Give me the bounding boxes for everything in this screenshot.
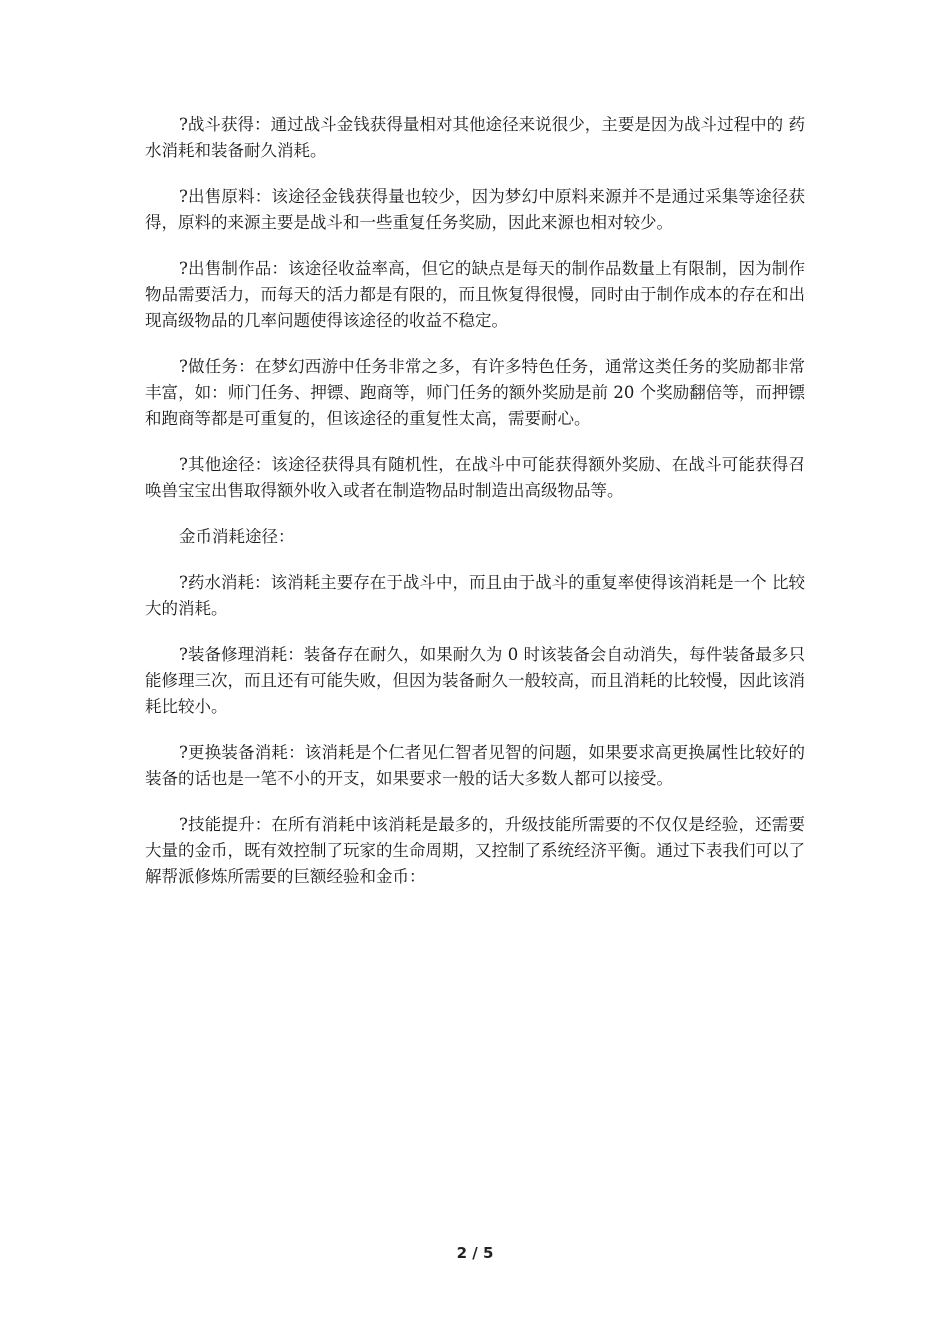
paragraph-equipment-repair: ?装备修理消耗：装备存在耐久，如果耐久为 0 时该装备会自动消失，每件装备最多只能修理三次，而且还有可能失败，但因为装备耐久一般较高，而且消耗的比较慢，因此该消耗比较小。 (145, 645, 805, 716)
paragraph-quests: ?做任务：在梦幻西游中任务非常之多，有许多特色任务，通常这类任务的奖励都非常丰富，如：师门任务、押镖、跑商等，师门任务的额外奖励是前 20 个奖励翻倍等，而押镖和跑商等都是可重复的，但该途径的重复性太高，需要耐心。 (145, 357, 805, 428)
section-heading-gold-consumption: 金币消耗途径： (179, 527, 295, 546)
paragraph-sell-materials: ?出售原料：该途径金钱获得量也较少，因为梦幻中原料来源并不是通过采集等途径获得，原料的来源主要是战斗和一些重复任务奖励，因此来源也相对较少。 (145, 187, 805, 232)
page-number: 2 / 5 (456, 1244, 494, 1262)
paragraph-potion-consumption: ?药水消耗：该消耗主要存在于战斗中，而且由于战斗的重复率使得该消耗是一个 比较大的消耗。 (145, 573, 805, 618)
paragraph-skill-upgrade: ?技能提升：在所有消耗中该消耗是最多的，升级技能所需要的不仅仅是经验，还需要大量的金币，既有效控制了玩家的生命周期，又控制了系统经济平衡。通过下表我们可以了解帮派修炼所需要的巨额经验和金币： (145, 815, 805, 886)
paragraph-other-sources: ?其他途径：该途径获得具有随机性，在战斗中可能获得额外奖励、在战斗可能获得召唤兽宝宝出售取得额外收入或者在制造物品时制造出高级物品等。 (145, 455, 805, 500)
document-body (145, 112, 805, 910)
paragraph-sell-crafted-items: ?出售制作品：该途径收益率高，但它的缺点是每天的制作品数量上有限制，因为制作物品需要活力，而每天的活力都是有限的，而且恢复得很慢，同时由于制作成本的存在和出现高级物品的几率问题使得该途径的收益不稳定。 (145, 259, 805, 330)
paragraph-combat-income: ?战斗获得：通过战斗金钱获得量相对其他途径来说很少，主要是因为战斗过程中的 药水消耗和装备耐久消耗。 (145, 115, 805, 160)
paragraph-equipment-replacement: ?更换装备消耗：该消耗是个仁者见仁智者见智的问题，如果要求高更换属性比较好的装备的话也是一笔不小的开支，如果要求一般的话大多数人都可以接受。 (145, 743, 805, 788)
